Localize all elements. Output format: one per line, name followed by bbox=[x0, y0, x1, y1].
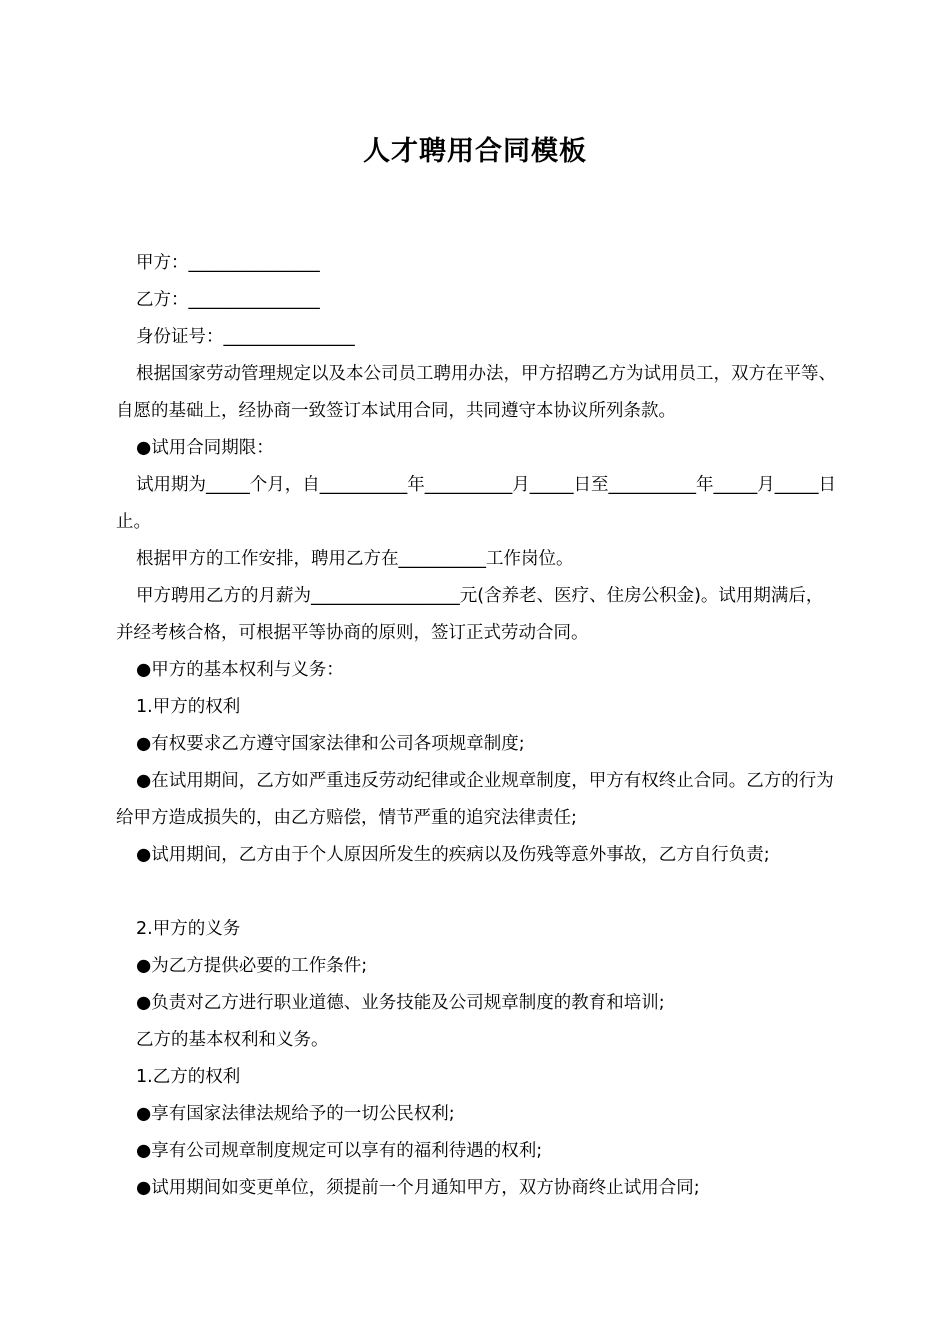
party-a-line: 甲方：_______________ bbox=[136, 253, 320, 273]
list-item: ●负责对乙方进行职业道德、业务技能及公司规章制度的教育和培训; bbox=[136, 993, 665, 1013]
subheading-party-a-rights: 1.甲方的权利 bbox=[136, 697, 241, 717]
subheading-party-b-rights: 1.乙方的权利 bbox=[136, 1067, 241, 1087]
list-item: ●享有公司规章制度规定可以享有的福利待遇的权利; bbox=[136, 1141, 543, 1161]
list-item: ●为乙方提供必要的工作条件; bbox=[136, 956, 368, 976]
section-heading-party-a: ●甲方的基本权利与义务： bbox=[136, 660, 344, 680]
blank-line bbox=[116, 874, 836, 911]
subheading-party-a-duties: 2.甲方的义务 bbox=[136, 919, 241, 939]
document-body bbox=[116, 245, 836, 1207]
document-title: 人才聘用合同模板 bbox=[363, 136, 587, 167]
section-heading-party-b: 乙方的基本权利和义务。 bbox=[136, 1030, 329, 1050]
list-item: ●在试用期间，乙方如严重违反劳动纪律或企业规章制度，甲方有权终止合同。乙方的行为给甲方造成损失的，由乙方赔偿，情节严重的追究法律责任; bbox=[116, 771, 834, 828]
list-item: ●享有国家法律法规给予的一切公民权利; bbox=[136, 1104, 455, 1124]
preamble-paragraph: 根据国家劳动管理规定以及本公司员工聘用办法，甲方招聘乙方为试用员工，双方在平等、自愿的基础上，经协商一致签订本试用合同，共同遵守本协议所列条款。 bbox=[116, 364, 836, 421]
salary-paragraph: 甲方聘用乙方的月薪为_________________元(含养老、医疗、住房公积金)。试用期满后，并经考核合格，可根据平等协商的原则，签订正式劳动合同。 bbox=[116, 586, 824, 643]
list-item: ●试用期间，乙方由于个人原因所发生的疾病以及伤残等意外事故，乙方自行负责; bbox=[136, 845, 770, 865]
party-b-line: 乙方：_______________ bbox=[136, 290, 320, 310]
section-heading-term: ●试用合同期限： bbox=[136, 438, 274, 458]
list-item: ●有权要求乙方遵守国家法律和公司各项规章制度; bbox=[136, 734, 525, 754]
position-paragraph: 根据甲方的工作安排，聘用乙方在__________工作岗位。 bbox=[136, 549, 574, 569]
trial-period-paragraph: 试用期为_____个月，自__________年__________月_____日至__________年_____月_____日止。 bbox=[116, 475, 836, 532]
id-number-line: 身份证号：_______________ bbox=[136, 327, 355, 347]
list-item: ●试用期间如变更单位，须提前一个月通知甲方，双方协商终止试用合同; bbox=[136, 1178, 700, 1198]
